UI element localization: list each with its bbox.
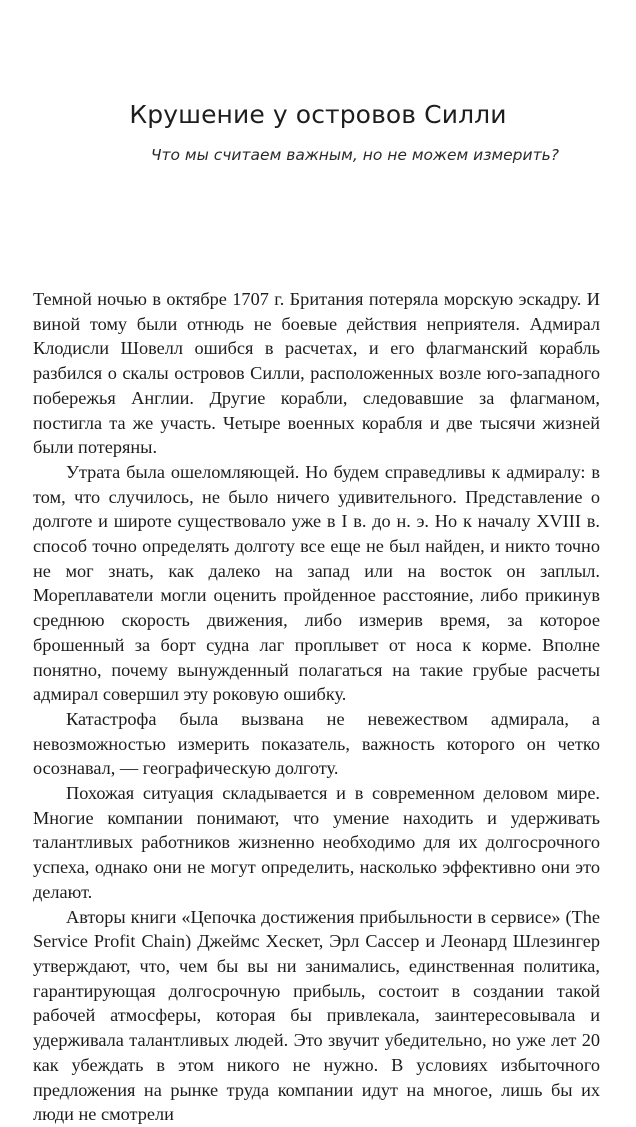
body-text (33, 287, 600, 1127)
paragraph-3: Катастрофа была вызвана не невежеством адмирала, а невозможностью измерить показатель, важность которого он четко осознавал, — географическую долготу. (33, 708, 600, 779)
paragraph-4: Похожая ситуация складывается и в современном деловом мире. Многие компании понимают, что умение находить и удерживать талантливых работников жизненно необходимо для их долгосрочного успеха, однако они не могут определить, насколько эффективно они это делают. (33, 783, 600, 902)
paragraph-2: Утрата была ошеломляющей. Но будем справедливы к адмиралу: в том, что случилось, не было ничего удивительного. Представление о долготе и широте существовало уже в I в. до н. э. Но к началу XVIII в. способ точно определять долготу все еще не был найден, и никто точно не мог знать, как далеко на запад или на восток он заплыл. Мореплаватели могли оценить пройденное расстояние, либо прикинув среднюю скорость движения, либо измерив время, за которое брошенный за борт судна лаг проплывет от носа к корме. Вполне понятно, почему вынужденный полагаться на такие грубые расчеты адмирал совершил эту роковую ошибку. (33, 461, 600, 705)
chapter-subtitle: Что мы считаем важным, но не можем измерить? (150, 146, 559, 164)
paragraph-5: Авторы книги «Цепочка достижения прибыльности в сервисе» (The Service Profit Chain) Джеймс Хескет, Эрл Сассер и Леонард Шлезингер утверждают, что, чем бы вы ни занимались, единственная политика, гарантирующая долгосрочную прибыль, состоит в создании такой рабочей атмосферы, которая бы привлекала, заинтересовывала и удерживала талантливых людей. Это звучит убедительно, но уже лет 20 как убеждать в этом никого не нужно. В условиях избыточного предложения на рынке труда компании идут на многое, лишь бы их люди не смотрели (33, 906, 600, 1125)
paragraph-1: Темной ночью в октябре 1707 г. Британия потеряла морскую эскадру. И виной тому были отнюдь не боевые действия неприятеля. Адмирал Клодисли Шовелл ошибся в расчетах, и его флагманский корабль разбился о скалы островов Силли, расположенных возле юго-западного побережья Англии. Другие корабли, следовавшие за флагманом, постигла та же участь. Четыре военных корабля и две тысячи жизней были потеряны. (33, 289, 600, 458)
chapter-title: Крушение у островов Силли (129, 100, 507, 129)
